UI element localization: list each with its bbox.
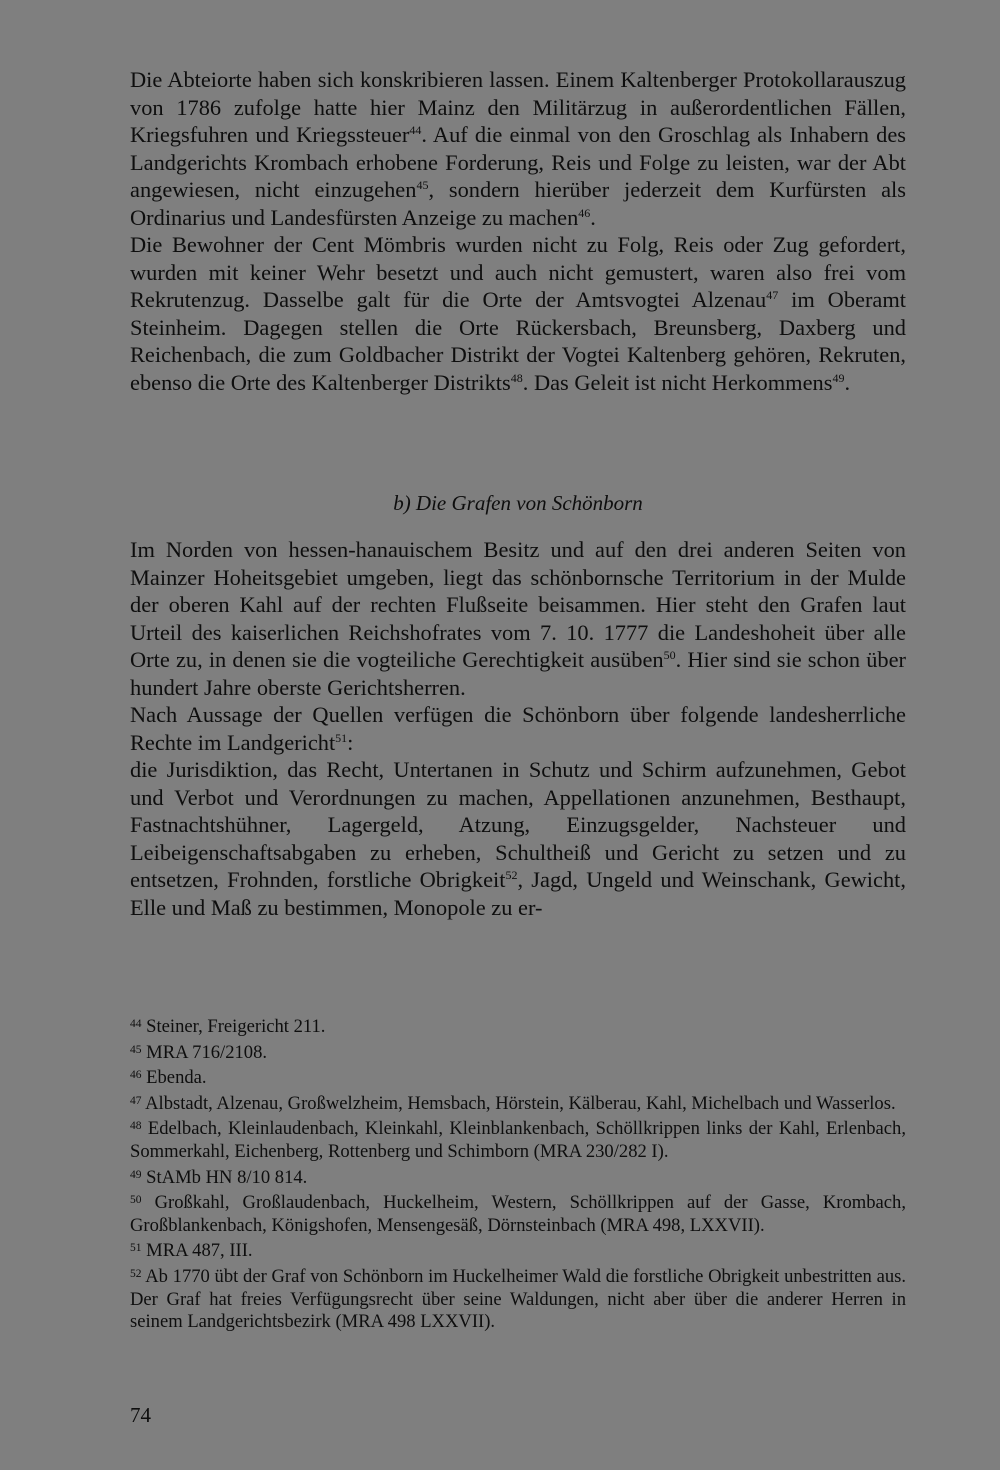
footnote-text: Ebenda. [146, 1067, 207, 1089]
footnote-number: 48 [130, 1120, 142, 1133]
text-run: . [844, 369, 851, 395]
text-run: Die Abteiorte haben sich konskribieren lassen. Einem Kaltenberger Protokollarauszug von 1786 zufolge hatte hier Mainz den Militärzug in außerordentlichen Fällen, Kriegsfuhren und Kriegssteuer [130, 67, 906, 147]
footnote [130, 1263, 906, 1334]
footnote-number: 46 [130, 1069, 142, 1082]
footnote [130, 1064, 906, 1090]
footnote-text: Albstadt, Alzenau, Großwelzheim, Hemsbach, Hörstein, Kälberau, Kahl, Michelbach und Wasserlos. [145, 1092, 896, 1114]
footnote [130, 1189, 906, 1237]
footnote-number: 52 [130, 1267, 142, 1280]
paragraph-mombris [130, 231, 906, 396]
text-run: Im Norden von hessen-hanauischem Besitz und auf den drei anderen Seiten von Mainzer Hoheitsgebiet umgeben, liegt das schönbornsche Territorium in der Mulde der oberen Kahl auf der rechten Flußseite beisammen. Hier steht den Grafen laut Urteil des kaiserlichen Reichshofrates vom 7. 10. 1777 die Landeshoheit über alle Orte zu, in denen sie die vogteiliche Gerechtigkeit ausüben [130, 537, 906, 672]
footnote [130, 1013, 906, 1039]
footnote-ref-44[interactable]: 44 [409, 123, 422, 137]
text-run: Die Bewohner der Cent Mömbris wurden nicht zu Folg, Reis oder Zug gefordert, wurden mit keiner Wehr besetzt und auch nicht gemustert, waren also frei vom Rekrutenzug. Dasselbe galt für die Orte der Amtsvogtei Alzenau [130, 232, 906, 312]
text-run: : [347, 729, 354, 755]
footnote-ref-46[interactable]: 46 [578, 205, 591, 220]
footnote [130, 1115, 906, 1163]
footnote-ref-49[interactable]: 49 [832, 370, 845, 385]
footnote-text: Ab 1770 übt der Graf von Schönborn im Huckelheimer Wald die forstliche Obrigkeit unbestritten aus. Der Graf hat freies Verfügungsrecht über seine Waldungen, nicht aber über die anderer Herren in seinem Landgerichtsbezirk (MRA 498 LXXVII). [130, 1265, 907, 1333]
footnote-text: StAMb HN 8/10 814. [146, 1166, 308, 1188]
paragraph-rights-intro [130, 701, 906, 756]
text-run: . Hier sind sie schon über hundert Jahre oberste Gerichtsherren. [130, 647, 906, 700]
text-run: , Jagd, Ungeld und Weinschank, Gewicht, Elle und Maß zu bestimmen, Monopole zu er- [130, 867, 906, 920]
paragraph-schoenborn-territory [130, 536, 906, 701]
footnote-ref-50[interactable]: 50 [663, 648, 676, 662]
footnote-number: 49 [130, 1168, 142, 1181]
footnote-ref-48[interactable]: 48 [510, 370, 523, 385]
footnote [130, 1090, 906, 1116]
footnote-text: MRA 487, III. [146, 1240, 253, 1262]
footnote-text: Steiner, Freigericht 211. [146, 1016, 326, 1037]
text-run: . Das Geleit ist nicht Herkommens [522, 369, 833, 395]
body-text-top [130, 66, 906, 396]
text-run: . Auf die einmal von den Groschlag als Inhabern des Landgerichts Krombach erhobene Forderung, Reis und Folge zu leisten, war der Abt angewiesen, nicht einzugehen [130, 122, 906, 202]
footnote-ref-51[interactable]: 51 [335, 730, 348, 745]
footnotes [130, 1013, 906, 1334]
footnote-number: 44 [130, 1018, 142, 1030]
paragraph-abteiorte [130, 66, 906, 231]
footnote-ref-45[interactable]: 45 [416, 178, 429, 192]
footnote-text: Edelbach, Kleinlaudenbach, Kleinkahl, Kleinblankenbach, Schöllkrippen links der Kahl, Erlenbach, Sommerkahl, Eichenberg, Rottenberg und Schimborn (MRA 230/282 I). [130, 1118, 906, 1162]
footnote [130, 1164, 906, 1190]
text-run: im Oberamt Steinheim. Dagegen stellen die Orte Rückersbach, Breunsberg, Daxberg und Reichenbach, die zum Goldbacher Distrikt der Vogtei Kaltenberg gehören, Rekruten, ebenso die Orte des Kaltenberger Distrikts [130, 287, 906, 395]
footnote-number: 51 [130, 1242, 142, 1255]
text-run: Nach Aussage der Quellen verfügen die Schönborn über folgende landesherrliche Rechte im Landgericht [130, 702, 906, 755]
text-run: . [590, 204, 596, 230]
footnote-number: 50 [130, 1194, 142, 1207]
paragraph-rights-list [130, 756, 906, 921]
footnote [130, 1237, 906, 1263]
footnote [130, 1039, 906, 1065]
footnote-ref-47[interactable]: 47 [766, 288, 779, 302]
footnote-text: Großkahl, Großlaudenbach, Huckelheim, Western, Schöllkrippen auf der Gasse, Krombach, Großblankenbach, Königshofen, Mensengesäß, Dörnsteinbach (MRA 498, LXXVII). [130, 1192, 906, 1236]
footnote-number: 45 [130, 1043, 142, 1056]
text-run: die Jurisdiktion, das Recht, Untertanen in Schutz und Schirm aufzunehmen, Gebot und Verbot und Verordnungen zu machen, Appellationen anzunehmen, Besthaupt, Fastnachtshühner, Lagergeld, Atzung, Einzugsgelder, Nachsteuer und Leibeigenschaftsabgaben zu erheben, Schultheiß und Gericht zu setzen und zu entsetzen, Frohnden, forstliche Obrigkeit [130, 757, 906, 892]
text-run: , sondern hierüber jederzeit dem Kurfürsten als Ordinarius und Landesfürsten Anzeige zu machen [130, 177, 906, 230]
page-number: 74 [130, 1403, 151, 1427]
section-heading: b) Die Grafen von Schönborn [393, 491, 643, 515]
footnote-number: 47 [130, 1094, 142, 1107]
body-text-bottom [130, 536, 906, 921]
footnote-ref-52[interactable]: 52 [505, 868, 518, 882]
footnote-text: MRA 716/2108. [146, 1041, 268, 1063]
